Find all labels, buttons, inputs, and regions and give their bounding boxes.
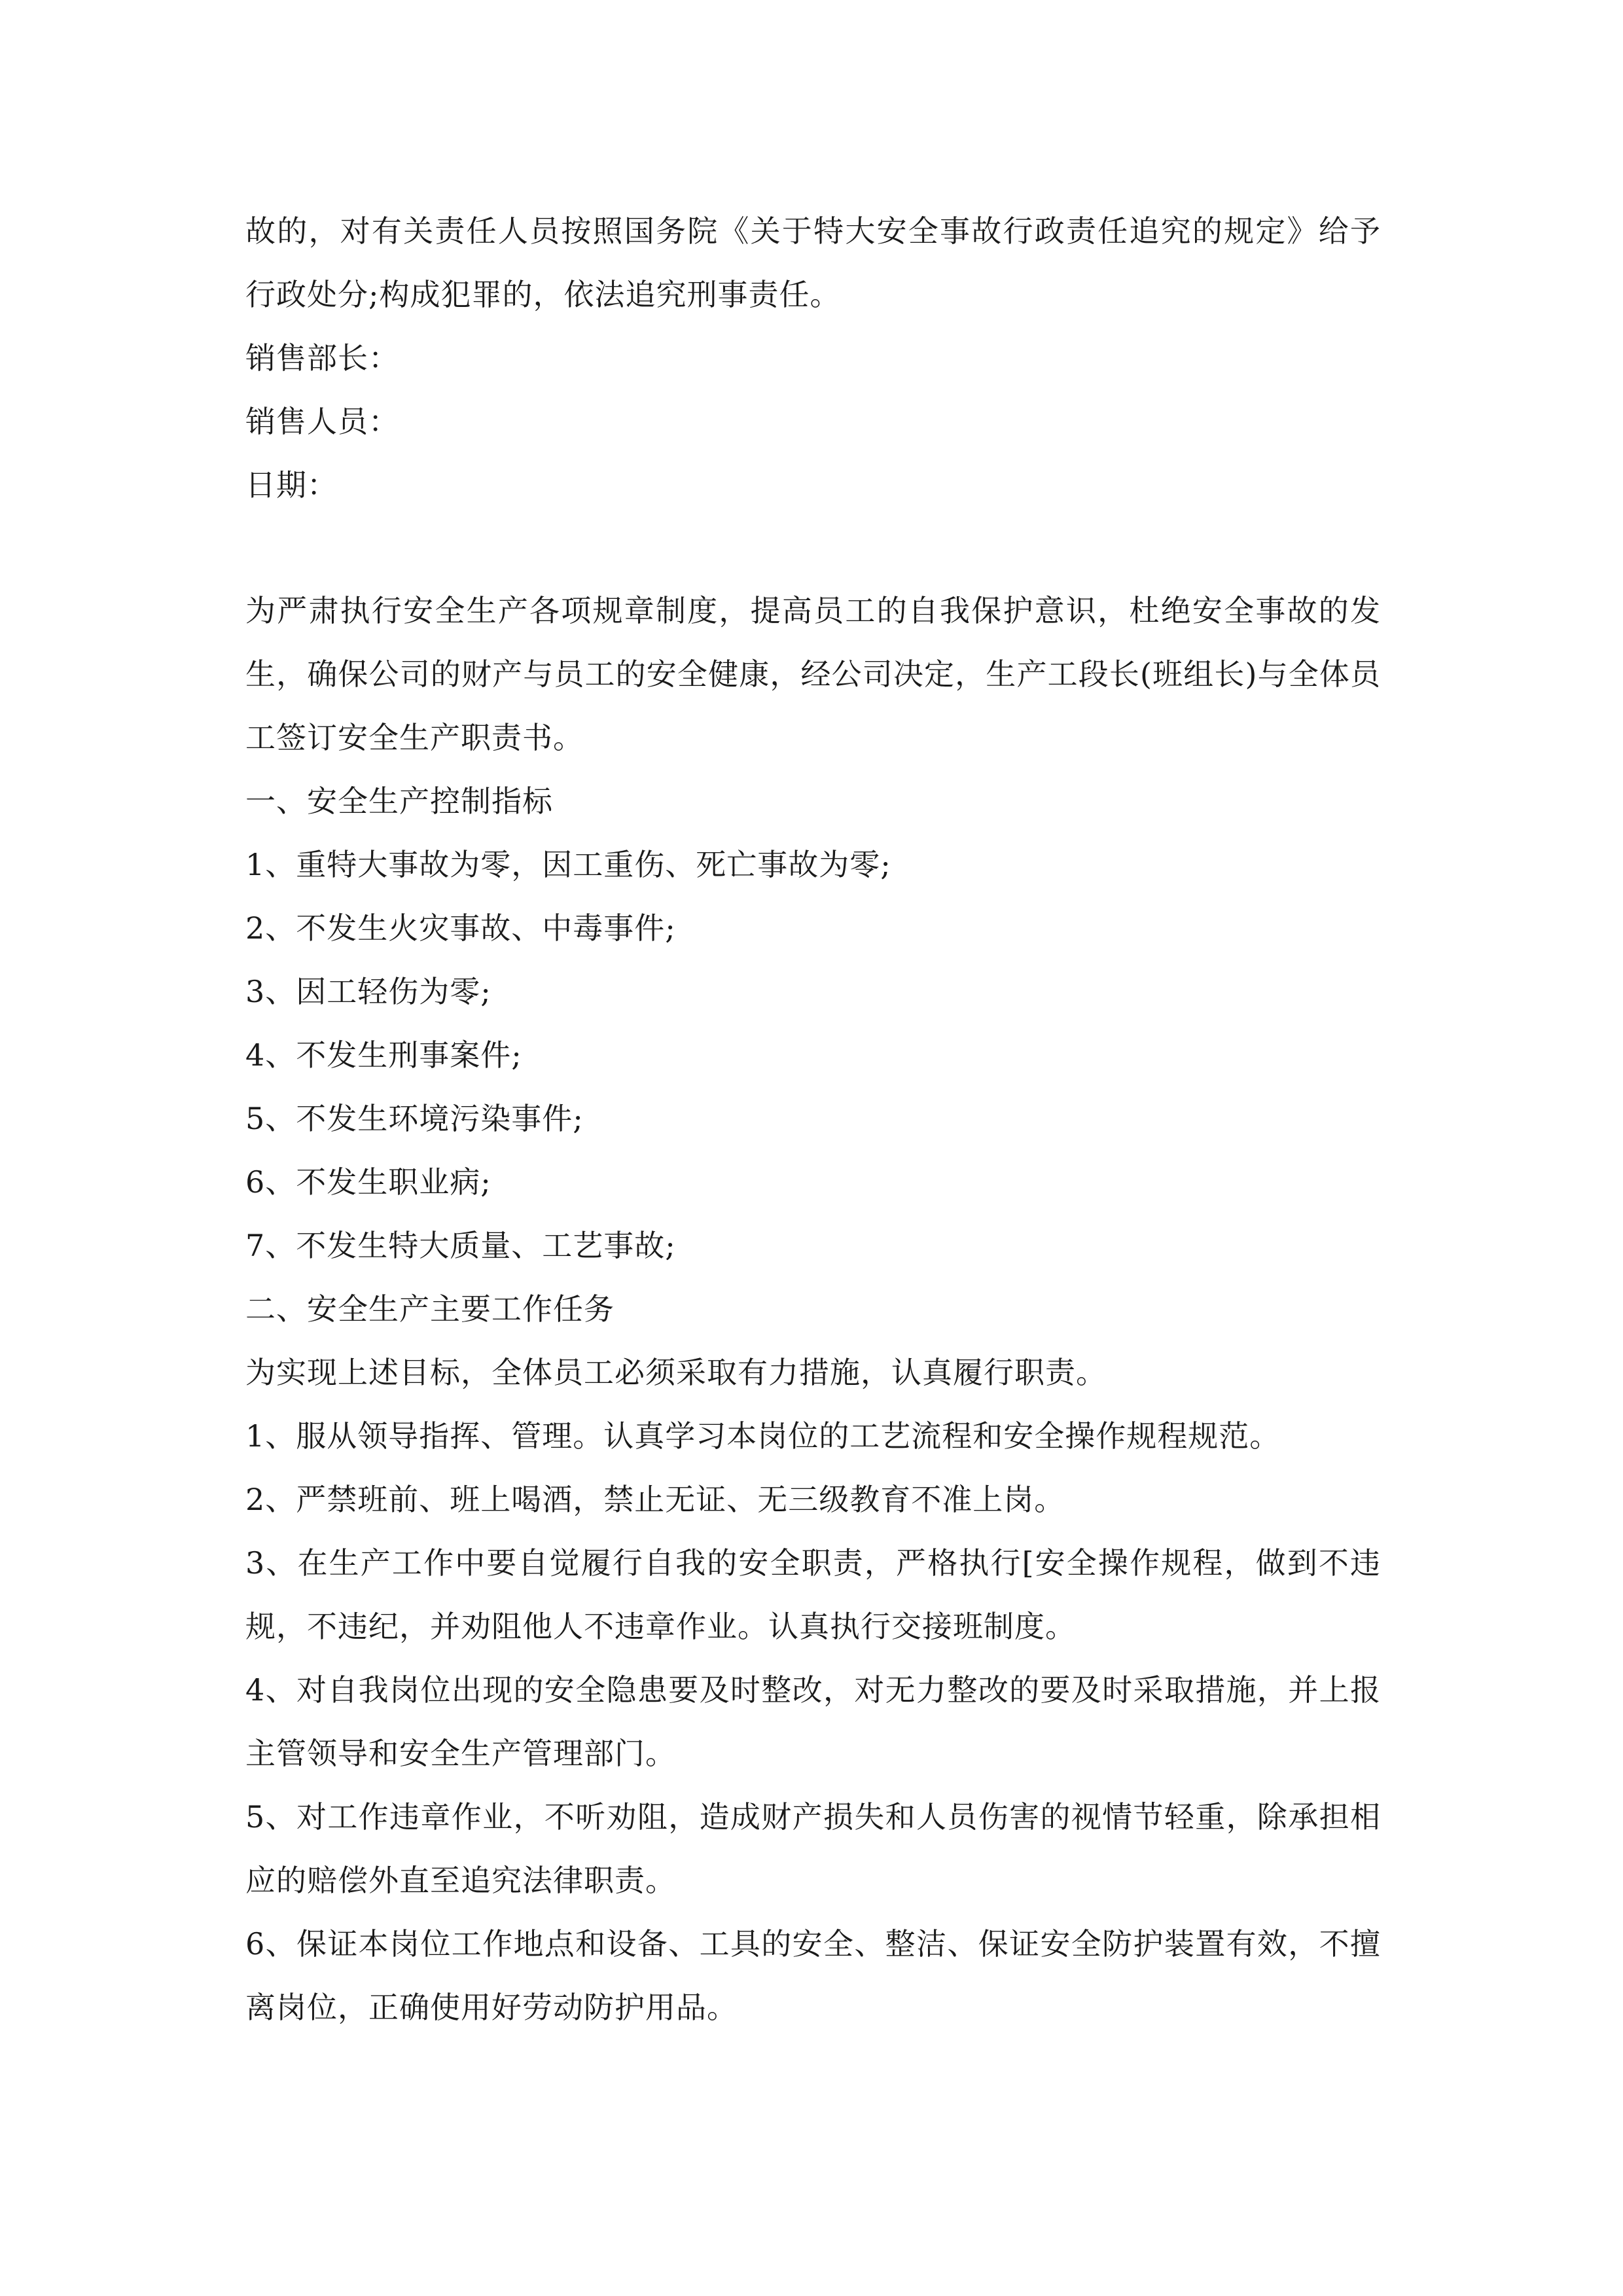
section2-lead: 为实现上述目标，全体员工必须采取有力措施，认真履行职责。 xyxy=(245,1355,1107,1390)
continuation-paragraph: 故的，对有关责任人员按照国务院《关于特大安全事故行政责任追究的规定》给予行政处分;构成犯罪的，依法追究刑事责任。 xyxy=(245,213,1381,312)
section2-item: 3、在生产工作中要自觉履行自我的安全职责，严格执行[安全操作规程，做到不违规，不违纪，并劝阻他人不违章作业。认真执行交接班制度。 xyxy=(245,1545,1381,1644)
section1-item: 6、不发生职业病; xyxy=(245,1164,491,1200)
top-section xyxy=(245,200,1381,517)
section2-item: 1、服从领导指挥、管理。认真学习本岗位的工艺流程和安全操作规程规范。 xyxy=(245,1418,1281,1454)
section1-item: 7、不发生特大质量、工艺事故; xyxy=(245,1228,676,1263)
section2-heading: 二、安全生产主要工作任务 xyxy=(245,1291,615,1327)
intro-paragraph: 为严肃执行安全生产各项规章制度，提高员工的自我保护意识，杜绝安全事故的发生，确保公司的财产与员工的安全健康，经公司决定，生产工段长(班组长)与全体员工签订安全生产职责书。 xyxy=(245,593,1381,755)
section1-item: 3、因工轻伤为零; xyxy=(245,974,491,1009)
signature-sales-staff: 销售人员： xyxy=(245,404,399,439)
main-section xyxy=(245,579,1381,2039)
section1-item: 1、重特大事故为零，因工重伤、死亡事故为零; xyxy=(245,847,891,882)
section1-item: 2、不发生火灾事故、中毒事件; xyxy=(245,910,676,946)
section2-item: 2、严禁班前、班上喝酒，禁止无证、无三级教育不准上岗。 xyxy=(245,1482,1065,1517)
signature-sales-director: 销售部长： xyxy=(245,340,399,376)
section2-item: 4、对自我岗位出现的安全隐患要及时整改，对无力整改的要及时采取措施，并上报主管领导和安全生产管理部门。 xyxy=(245,1672,1381,1771)
section1-heading: 一、安全生产控制指标 xyxy=(245,783,553,819)
signature-date: 日期： xyxy=(245,467,338,503)
section2-item: 6、保证本岗位工作地点和设备、工具的安全、整洁、保证安全防护装置有效，不擅离岗位，正确使用好劳动防护用品。 xyxy=(245,1926,1381,2025)
section1-item: 4、不发生刑事案件; xyxy=(245,1037,522,1073)
section1-item: 5、不发生环境污染事件; xyxy=(245,1101,584,1136)
section2-item: 5、对工作违章作业，不听劝阻，造成财产损失和人员伤害的视情节轻重，除承担相应的赔偿外直至追究法律职责。 xyxy=(245,1799,1381,1898)
